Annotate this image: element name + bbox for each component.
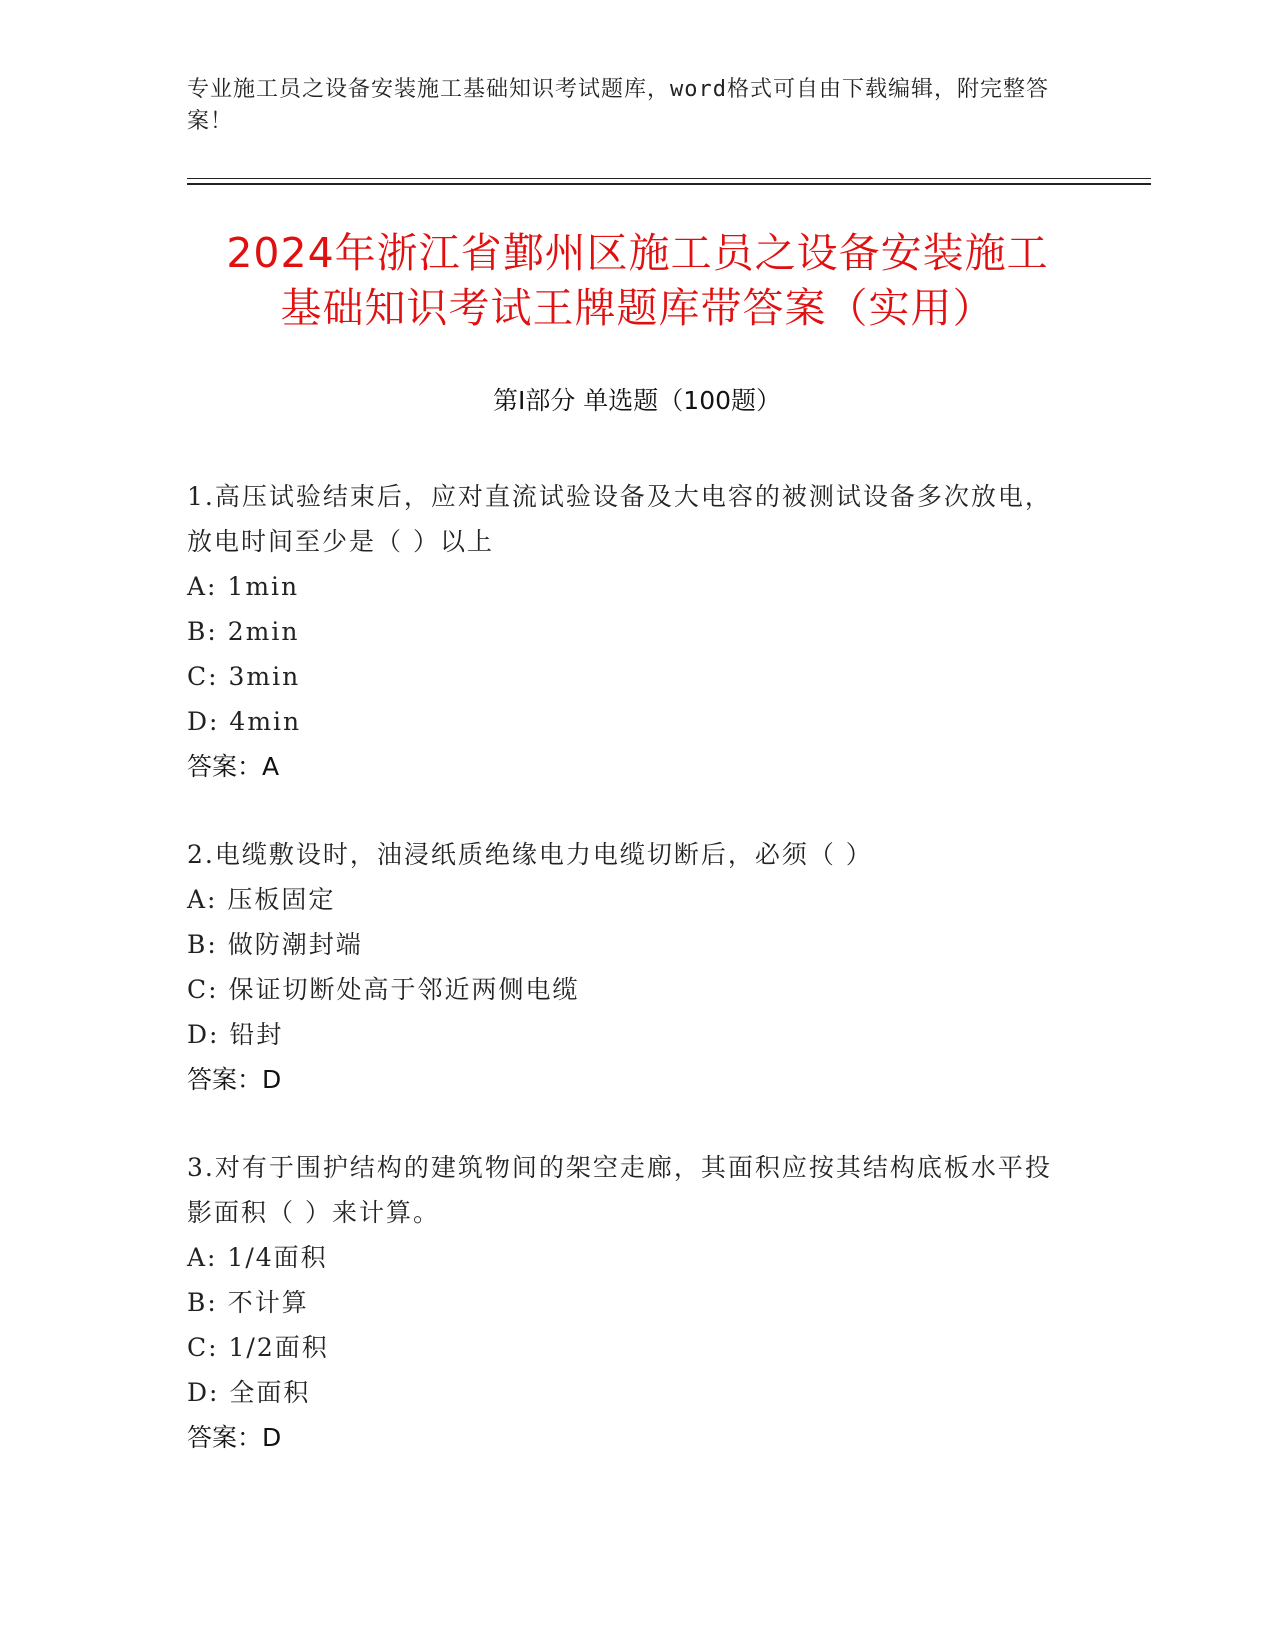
- option-b: B: 不计算: [187, 1288, 309, 1317]
- answer: 答案：D: [187, 1423, 282, 1452]
- question-text: 1.高压试验结束后，应对直流试验设备及大电容的被测试设备多次放电，放电时间至少是（ ）以上: [187, 482, 1052, 556]
- section-heading: 第Ⅰ部分 单选题（100题）: [492, 386, 782, 415]
- title-line-1: 2024年浙江省鄞州区施工员之设备安装施工: [226, 229, 1049, 277]
- option-a: A: 1/4面积: [187, 1243, 328, 1272]
- document-title: [150, 226, 1125, 336]
- option-c: C: 1/2面积: [187, 1333, 329, 1362]
- option-a: A: 1min: [187, 572, 300, 601]
- question-2: [187, 832, 1067, 1102]
- title-line-2: 基础知识考试王牌题库带答案（实用）: [280, 284, 995, 332]
- question-text: 2.电缆敷设时，油浸纸质绝缘电力电缆切断后，必须（ ）: [187, 840, 873, 869]
- option-b: B: 做防潮封端: [187, 930, 363, 959]
- question-list: [187, 474, 1067, 1503]
- header-rule-thin: [187, 178, 1151, 179]
- question-1: [187, 474, 1067, 789]
- question-3: [187, 1145, 1067, 1460]
- option-d: D: 4min: [187, 707, 302, 736]
- option-c: C: 3min: [187, 662, 301, 691]
- answer: 答案：A: [187, 752, 280, 781]
- header-note: 专业施工员之设备安装施工基础知识考试题库，word格式可自由下载编辑，附完整答案！: [187, 77, 1049, 134]
- answer: 答案：D: [187, 1065, 282, 1094]
- option-b: B: 2min: [187, 617, 300, 646]
- option-d: D: 铅封: [187, 1020, 284, 1049]
- header-rule-thick: [187, 183, 1151, 185]
- option-c: C: 保证切断处高于邻近两侧电缆: [187, 975, 580, 1004]
- question-text: 3.对有于围护结构的建筑物间的架空走廊，其面积应按其结构底板水平投影面积（ ）来计算。: [187, 1153, 1052, 1227]
- option-a: A: 压板固定: [187, 885, 336, 914]
- option-d: D: 全面积: [187, 1378, 311, 1407]
